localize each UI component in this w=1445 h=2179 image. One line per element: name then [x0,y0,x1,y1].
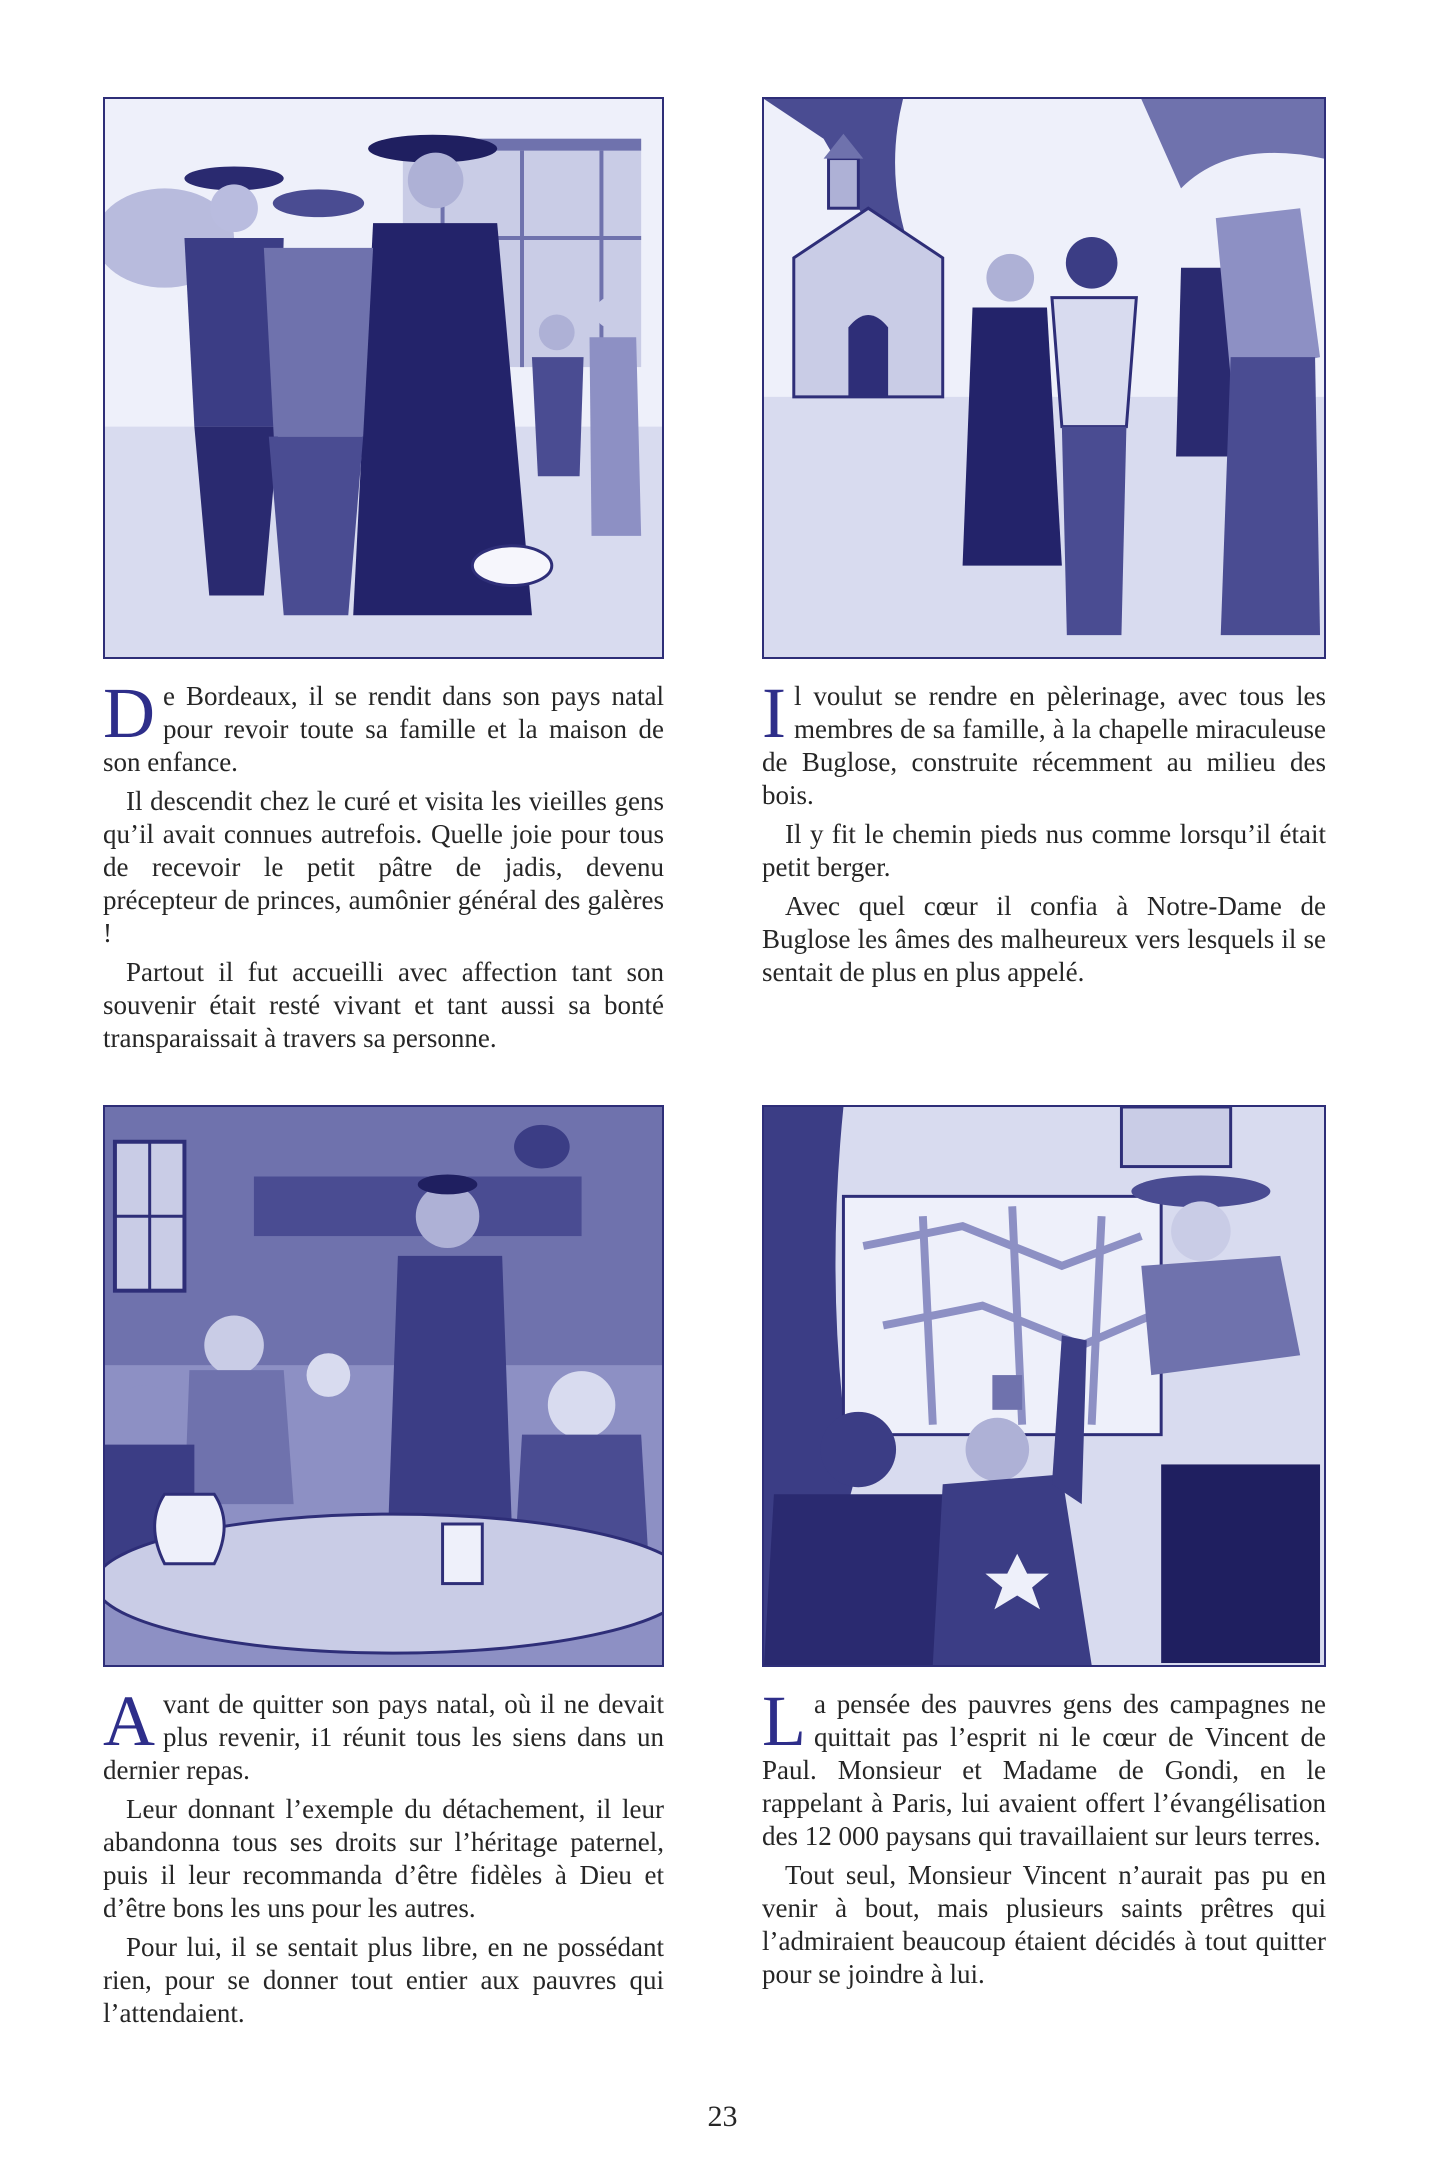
paragraph [103,673,664,779]
paragraph: Il descendit chez le curé et visita les vieilles gens qu’il avait connues autrefois. Quelle joie pour tous de recevoir le petit pâtre de jadis, devenu précepteur de princes, aumônier général des galères ! [103,786,664,948]
text-block-4 [762,1681,1326,1997]
village-meeting-icon [105,99,662,657]
dropcap: I [762,673,786,753]
chapel-pilgrimage-icon [764,99,1324,657]
map-planning-illustration [762,1105,1326,1667]
paragraph [762,673,1326,812]
paragraph-text: a pensée des pauvres gens des campagnes ne quittait pas l’esprit ni le cœur de Vincent de Paul. Monsieur et Madame de Gondi, en le rappelant à Paris, lui avaient offert l’évangélisation des 12 000 paysans qui travaillaient sur leurs terres. [762,1689,1326,1851]
map-planning-icon [764,1107,1324,1665]
paragraph-text: vant de quitter son pays natal, où il ne devait plus revenir, i1 réunit tous les siens dans un dernier repas. [103,1689,664,1785]
paragraph [762,1681,1326,1853]
text-block-1 [103,673,664,1061]
text-block-3 [103,1681,664,2036]
paragraph: Il y fit le chemin pieds nus comme lorsqu’il était petit berger. [762,819,1326,882]
page-number: 23 [707,2100,738,2133]
family-meal-icon [105,1107,662,1665]
paragraph-text: e Bordeaux, il se rendit dans son pays natal pour revoir toute sa famille et la maison de son enfance. [103,681,664,777]
paragraph: Pour lui, il se sentait plus libre, en ne possédant rien, pour se donner tout entier aux pauvres qui l’attendaient. [103,1932,664,2028]
text-block-2 [762,673,1326,995]
paragraph-text: l voulut se rendre en pèlerinage, avec tous les membres de sa famille, à la chapelle miraculeuse de Buglose, construite récemment au milieu des bois. [762,681,1326,810]
dropcap: L [762,1681,806,1761]
chapel-pilgrimage-illustration [762,97,1326,659]
paragraph: Leur donnant l’exemple du détachement, il leur abandonna tous ses droits sur l’héritage paternel, puis il leur recommanda d’être fidèles à Dieu et d’être bons les uns pour les autres. [103,1794,664,1923]
village-meeting-illustration [103,97,664,659]
paragraph: Tout seul, Monsieur Vincent n’aurait pas pu en venir à bout, mais plusieurs saints prêtres qui l’admiraient beaucoup étaient décidés à tout quitter pour se joindre à lui. [762,1860,1326,1989]
family-meal-illustration [103,1105,664,1667]
dropcap: A [103,1681,155,1761]
paragraph [103,1681,664,1787]
paragraph: Avec quel cœur il confia à Notre-Dame de Buglose les âmes des malheureux vers lesquels il se sentait de plus en plus appelé. [762,891,1326,987]
dropcap: D [103,673,155,753]
paragraph: Partout il fut accueilli avec affection tant son souvenir était resté vivant et tant aussi sa bonté transparaissait à travers sa personne. [103,957,664,1053]
